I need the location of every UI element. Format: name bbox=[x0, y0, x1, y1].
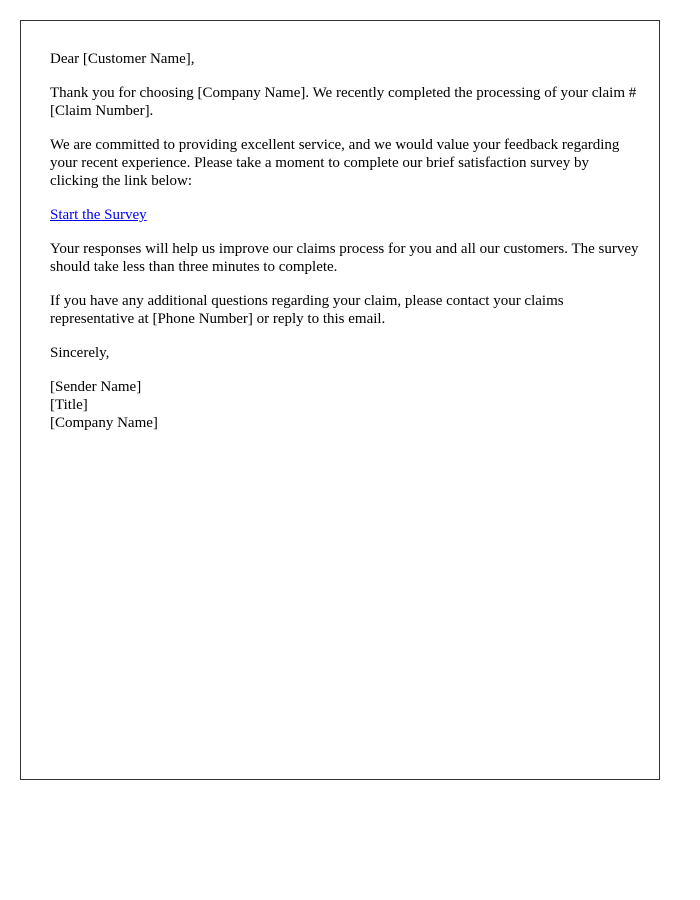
letter-frame bbox=[20, 20, 660, 780]
letter-request-paragraph: We are committed to providing excellent service, and we would value your feedback regarding your recent experience. Please take a moment to complete our brief satisfaction survey by clicking the link below: bbox=[50, 137, 620, 189]
letter-body bbox=[50, 50, 640, 448]
signature-block bbox=[50, 378, 640, 432]
sender-title: [Title] bbox=[50, 397, 88, 413]
survey-link-paragraph bbox=[50, 206, 640, 224]
letter-purpose-paragraph: Your responses will help us improve our claims process for you and all our customers. The survey should take less than three minutes to complete. bbox=[50, 241, 639, 275]
letter-closing: Sincerely, bbox=[50, 345, 110, 361]
start-survey-link[interactable]: Start the Survey bbox=[50, 207, 147, 223]
letter-intro-paragraph: Thank you for choosing [Company Name]. We recently completed the processing of your claim #[Claim Number]. bbox=[50, 85, 637, 119]
letter-greeting: Dear [Customer Name], bbox=[50, 51, 195, 67]
sender-name: [Sender Name] bbox=[50, 379, 142, 395]
sender-company: [Company Name] bbox=[50, 415, 158, 431]
letter-contact-paragraph: If you have any additional questions regarding your claim, please contact your claims representative at [Phone Number] or reply to this email. bbox=[50, 293, 564, 327]
